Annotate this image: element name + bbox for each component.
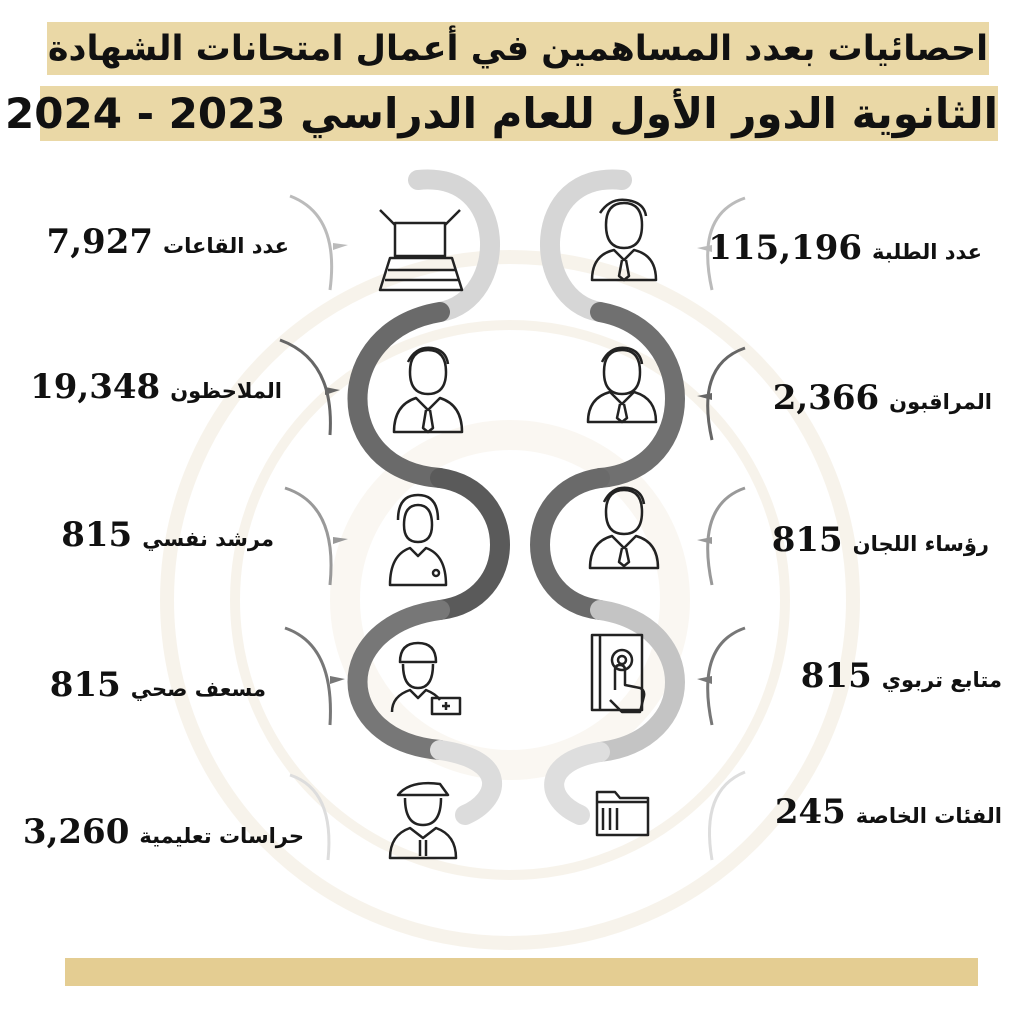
left-rope-segment-2 bbox=[440, 478, 500, 610]
stat-students bbox=[708, 228, 982, 268]
page-title-line-1: احصائيات بعدد المساهمين في أعمال امتحانات الشهادة bbox=[47, 29, 989, 69]
stat-counselor bbox=[61, 515, 274, 555]
page-title-line-2: الثانوية الدور الأول للعام الدراسي 2023 - 2024 bbox=[5, 89, 998, 138]
left-rope-segment-3 bbox=[358, 610, 441, 750]
stat-education-follow-up bbox=[801, 656, 1002, 696]
stat-supervisors-label: المراقبون bbox=[889, 390, 992, 414]
committee-head-icon bbox=[590, 488, 658, 568]
special-categories-folder-icon bbox=[597, 792, 648, 835]
supervisor-icon bbox=[588, 348, 656, 422]
stat-halls-label: عدد القاعات bbox=[163, 234, 289, 258]
left-rope-top-segment bbox=[418, 179, 490, 312]
stat-counselor-value: 815 bbox=[61, 515, 133, 555]
stat-guards-value: 3,260 bbox=[22, 812, 130, 852]
left-rope-segment-4 bbox=[440, 750, 492, 815]
stat-guards bbox=[23, 812, 304, 852]
stat-halls bbox=[47, 222, 289, 262]
bottom-bar bbox=[65, 958, 978, 986]
stat-students-value: 115,196 bbox=[708, 228, 863, 268]
stat-committee-heads-label: رؤساء اللجان bbox=[852, 532, 989, 556]
right-rope-top-segment bbox=[550, 179, 622, 312]
right-rope-segment-3 bbox=[600, 610, 675, 752]
education-follow-up-icon bbox=[592, 635, 644, 712]
stat-supervisors bbox=[773, 378, 992, 418]
stat-committee-heads-value: 815 bbox=[771, 520, 843, 560]
stat-special-categories-label: الفئات الخاصة bbox=[855, 804, 1002, 828]
stat-committee-heads bbox=[772, 520, 989, 560]
right-rope-segment-4 bbox=[554, 752, 600, 815]
stat-supervisors-value: 2,366 bbox=[772, 378, 880, 418]
stat-counselor-label: مرشد نفسي bbox=[142, 527, 274, 551]
stat-special-categories-value: 245 bbox=[774, 792, 846, 832]
medic-icon bbox=[392, 643, 460, 714]
bracket-right-4 bbox=[708, 628, 745, 725]
stat-halls-value: 7,927 bbox=[46, 222, 154, 262]
stat-education-follow-up-label: متابع تربوي bbox=[881, 668, 1002, 692]
stat-medic-label: مسعف صحي bbox=[130, 677, 266, 701]
counselor-icon bbox=[390, 495, 446, 585]
bracket-left-4 bbox=[285, 628, 330, 725]
bracket-left-3 bbox=[285, 488, 331, 585]
stat-medic bbox=[50, 665, 266, 705]
student-icon bbox=[592, 200, 656, 280]
stat-medic-value: 815 bbox=[49, 665, 121, 705]
bracket-right-5 bbox=[709, 772, 745, 860]
classroom-icon bbox=[380, 210, 462, 290]
stat-students-label: عدد الطلبة bbox=[872, 240, 982, 264]
bracket-right-3 bbox=[708, 488, 745, 585]
stat-observers-label: الملاحظون bbox=[170, 379, 282, 403]
right-rope-segment-2 bbox=[540, 478, 600, 610]
bracket-left-2 bbox=[280, 340, 330, 435]
guard-icon bbox=[390, 783, 456, 858]
stat-observers bbox=[30, 367, 282, 407]
stat-education-follow-up-value: 815 bbox=[800, 656, 872, 696]
stat-guards-label: حراسات تعليمية bbox=[139, 824, 304, 848]
bracket-right-2 bbox=[708, 348, 745, 440]
observer-icon bbox=[394, 348, 462, 432]
stat-special-categories bbox=[775, 792, 1002, 832]
stat-observers-value: 19,348 bbox=[30, 367, 161, 407]
bracket-left-1 bbox=[290, 196, 332, 290]
